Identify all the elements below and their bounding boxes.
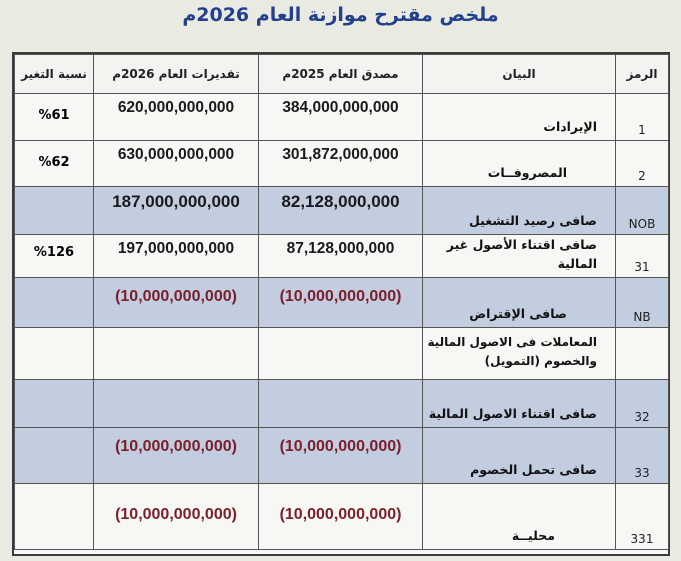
budget-table xyxy=(14,54,669,550)
row-approved-2025: (10,000,000,000) xyxy=(259,484,423,550)
row-code: NB xyxy=(616,278,669,328)
page-title: ملخص مقترح موازنة العام 2026م xyxy=(182,4,499,26)
table-row xyxy=(15,484,669,550)
row-label: المعاملات فى الاصول المالية والخصوم (التمويل) xyxy=(423,328,616,380)
row-estimates-2026: 187,000,000,000 xyxy=(94,187,259,235)
row-change-ratio: %61 xyxy=(15,94,94,141)
row-estimates-2026: 630,000,000,000 xyxy=(94,141,259,187)
table-row xyxy=(15,141,669,187)
row-label: المصروفــات xyxy=(423,141,616,187)
table-row xyxy=(15,235,669,278)
row-approved-2025: (10,000,000,000) xyxy=(259,278,423,328)
header-estimates-2026: تقديرات العام 2026م xyxy=(94,55,259,94)
row-estimates-2026: (10,000,000,000) xyxy=(94,484,259,550)
table-row xyxy=(15,328,669,380)
budget-summary-sheet xyxy=(12,52,670,556)
row-label: صافى تحمل الخصوم xyxy=(423,428,616,484)
row-code xyxy=(616,328,669,380)
table-row xyxy=(15,94,669,141)
row-estimates-2026 xyxy=(94,380,259,428)
row-estimates-2026: (10,000,000,000) xyxy=(94,428,259,484)
row-change-ratio xyxy=(15,428,94,484)
row-estimates-2026: 620,000,000,000 xyxy=(94,94,259,141)
row-label: الإيرادات xyxy=(423,94,616,141)
table-header-row xyxy=(15,55,669,94)
row-approved-2025: 384,000,000,000 xyxy=(259,94,423,141)
row-estimates-2026: (10,000,000,000) xyxy=(94,278,259,328)
header-description: البيان xyxy=(423,55,616,94)
row-code: 331 xyxy=(616,484,669,550)
row-code: 1 xyxy=(616,94,669,141)
row-label: صافى اقتناء الأصول غير المالية xyxy=(423,235,616,278)
header-approved-2025: مصدق العام 2025م xyxy=(259,55,423,94)
row-approved-2025 xyxy=(259,328,423,380)
row-code: NOB xyxy=(616,187,669,235)
row-change-ratio: %126 xyxy=(15,235,94,278)
row-approved-2025: 301,872,000,000 xyxy=(259,141,423,187)
table-row xyxy=(15,278,669,328)
table-row xyxy=(15,187,669,235)
row-code: 33 xyxy=(616,428,669,484)
row-change-ratio xyxy=(15,278,94,328)
header-change-ratio: نسبة التغير xyxy=(15,55,94,94)
row-label: صافى اقتناء الاصول المالية xyxy=(423,380,616,428)
row-approved-2025 xyxy=(259,380,423,428)
row-code: 32 xyxy=(616,380,669,428)
row-change-ratio xyxy=(15,187,94,235)
row-label: صافى الإقتراض xyxy=(423,278,616,328)
row-code: 31 xyxy=(616,235,669,278)
row-change-ratio xyxy=(15,328,94,380)
row-label: محليــة xyxy=(423,484,616,550)
table-row xyxy=(15,428,669,484)
row-approved-2025: 82,128,000,000 xyxy=(259,187,423,235)
row-approved-2025: 87,128,000,000 xyxy=(259,235,423,278)
row-label: صافى رصيد التشغيل xyxy=(423,187,616,235)
row-change-ratio: %62 xyxy=(15,141,94,187)
row-change-ratio xyxy=(15,484,94,550)
row-estimates-2026: 197,000,000,000 xyxy=(94,235,259,278)
table-row xyxy=(15,380,669,428)
header-code: الرمز xyxy=(616,55,669,94)
row-estimates-2026 xyxy=(94,328,259,380)
row-code: 2 xyxy=(616,141,669,187)
row-approved-2025: (10,000,000,000) xyxy=(259,428,423,484)
row-change-ratio xyxy=(15,380,94,428)
